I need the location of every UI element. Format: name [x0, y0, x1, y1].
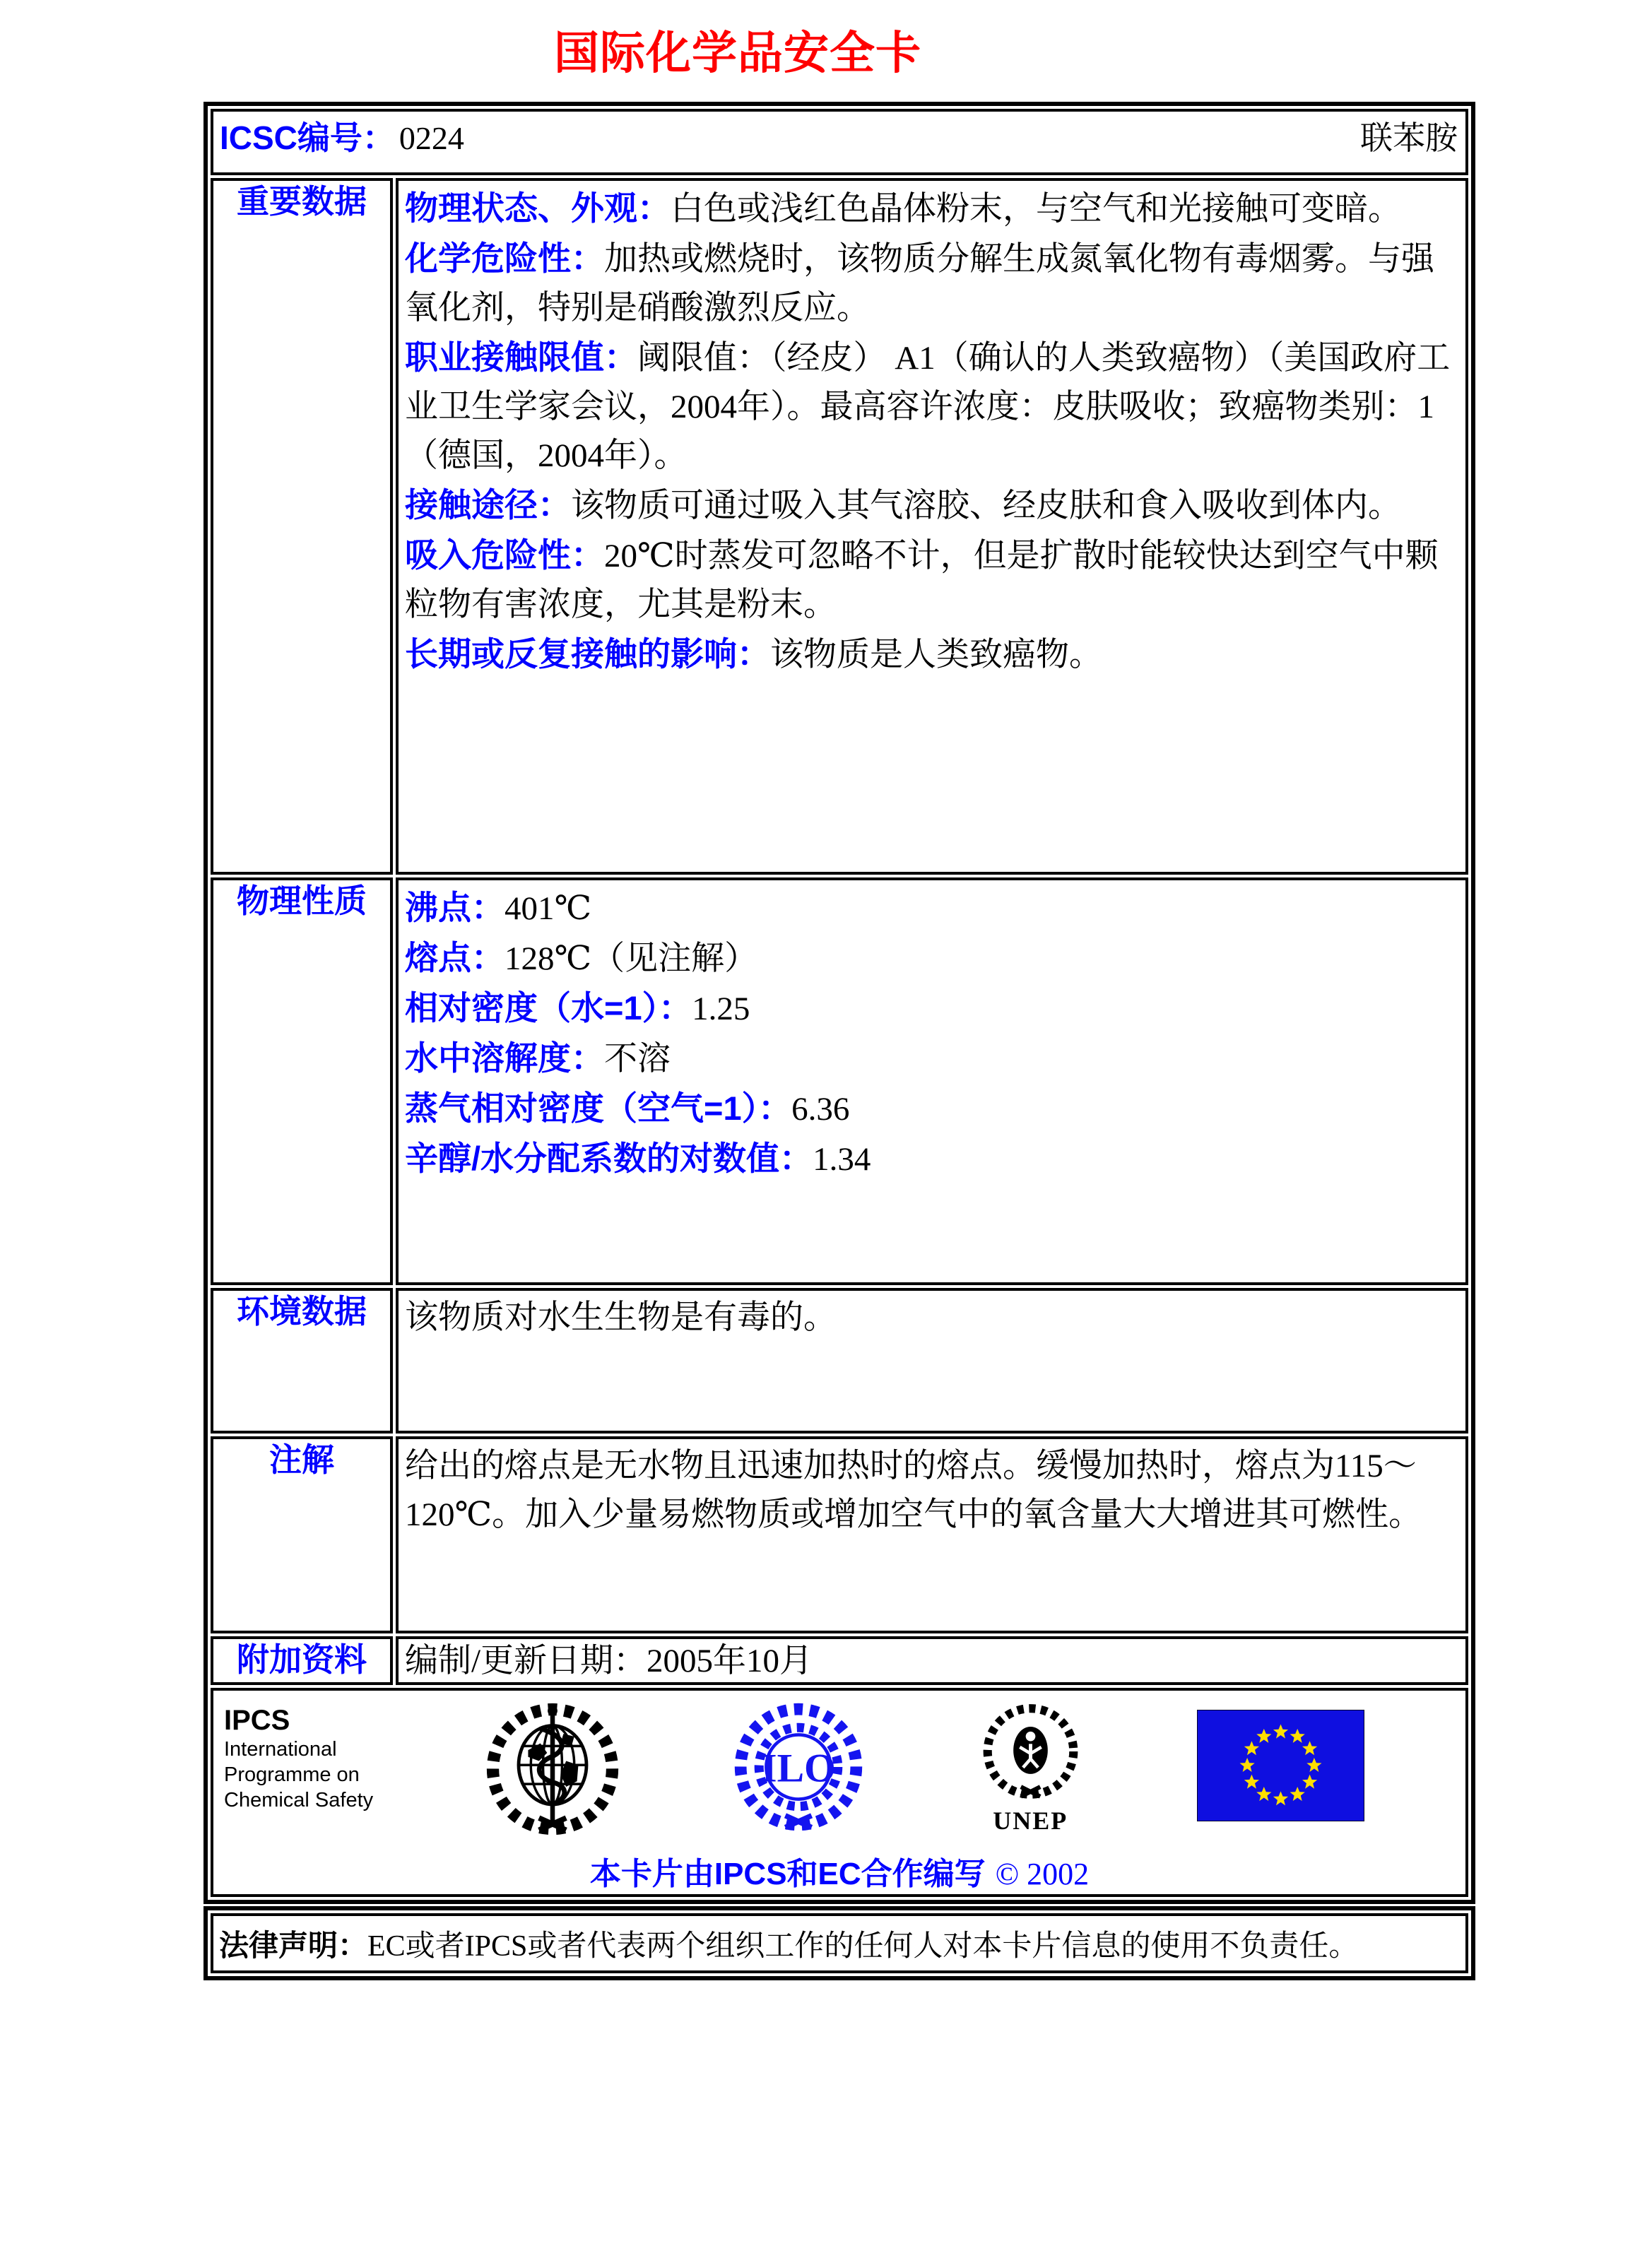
- icsc-number-group: [220, 112, 464, 159]
- section-label-important-data: 重要数据: [211, 178, 393, 875]
- field-label: 辛醇/水分配系数的对数值：: [405, 1140, 813, 1177]
- ipcs-line: Programme on: [224, 1763, 360, 1786]
- svg-text:ILO: ILO: [760, 1746, 836, 1791]
- field-value: 1.25: [692, 991, 750, 1027]
- ipcs-abbr: IPCS: [224, 1705, 290, 1736]
- legal-label: 法律声明：: [219, 1928, 368, 1962]
- legal-table: [208, 1910, 1471, 1976]
- field-label: 职业接触限值：: [405, 338, 637, 376]
- physical-item: [405, 1134, 1461, 1184]
- physical-item: [405, 1084, 1461, 1134]
- important-data-row: [211, 178, 1468, 875]
- logos-cell: [211, 1688, 1468, 1897]
- legal-row: [211, 1913, 1468, 1973]
- field-label: 水中溶解度：: [405, 1039, 604, 1077]
- section-label-notes: 注解: [211, 1436, 393, 1633]
- chemical-name: 联苯胺: [1360, 120, 1458, 156]
- ilo-logo-icon: [733, 1700, 864, 1834]
- who-logo-icon: [485, 1700, 620, 1838]
- field-label: 沸点：: [405, 889, 505, 926]
- field-label: 接触途径：: [405, 486, 571, 524]
- field-label: 化学危险性：: [405, 240, 604, 277]
- legal-text: EC或者IPCS或者代表两个组织工作的任何人对本卡片信息的使用不负责任。: [367, 1929, 1359, 1963]
- header-cell: [211, 109, 1468, 175]
- section-label-environmental-data: 环境数据: [211, 1288, 393, 1434]
- field-value: 401℃: [505, 890, 592, 927]
- field-label: 熔点：: [405, 939, 505, 976]
- caption-text: 本卡片由IPCS和EC合作编写: [589, 1857, 986, 1891]
- physical-item: [405, 1034, 1461, 1084]
- additional-info-row: [211, 1636, 1468, 1685]
- icsc-number-value: 0224: [399, 120, 464, 156]
- title-bar: [0, 0, 1475, 82]
- notes-content: [396, 1436, 1468, 1633]
- field-label: 吸入危险性：: [405, 536, 604, 574]
- icsc-table: [208, 106, 1471, 1900]
- unep-logo-icon: [976, 1700, 1085, 1834]
- field-label: 蒸气相对密度（空气=1）：: [405, 1089, 792, 1127]
- logos-row: [211, 1688, 1468, 1897]
- legal-notice-card: [203, 1906, 1475, 1980]
- physical-item: [405, 983, 1461, 1034]
- important-item: [405, 333, 1461, 480]
- copyright-text: © 2002: [995, 1857, 1090, 1891]
- field-value: 加热或燃烧时，该物质分解生成氮氧化物有毒烟雾。与强氧化剂，特别是硝酸激烈反应。: [405, 241, 1434, 326]
- physical-properties-row: [211, 877, 1468, 1285]
- notes-row: [211, 1436, 1468, 1633]
- notes-text: 给出的熔点是无水物且迅速加热时的熔点。缓慢加热时，熔点为115～120℃。加入少量易燃物质或增加空气中的氧含量大大增进其可燃性。: [405, 1448, 1422, 1533]
- field-value: 不溶: [604, 1041, 671, 1077]
- field-label: 物理状态、外观：: [405, 189, 671, 227]
- unep-wordmark: UNEP: [993, 1807, 1068, 1835]
- field-label: 长期或反复接触的影响：: [405, 635, 770, 673]
- environmental-data-content: [396, 1288, 1468, 1434]
- eu-flag-icon: [1197, 1710, 1364, 1821]
- page-title: 国际化学品安全卡: [554, 28, 921, 78]
- important-item: [405, 234, 1461, 333]
- ipcs-line: Chemical Safety: [224, 1789, 374, 1811]
- header-row: [211, 109, 1468, 175]
- field-label: 相对密度（水=1）：: [405, 989, 692, 1027]
- icsc-number-label: ICSC编号：: [220, 119, 395, 156]
- environmental-data-row: [211, 1288, 1468, 1434]
- ipcs-line: International: [224, 1738, 337, 1761]
- important-item: [405, 531, 1461, 629]
- legal-cell: [211, 1913, 1468, 1973]
- field-value: 该物质是人类致癌物。: [770, 637, 1102, 673]
- environmental-text: 该物质对水生生物是有毒的。: [405, 1299, 837, 1336]
- section-label-additional-info: 附加资料: [211, 1636, 393, 1685]
- field-value: 阈限值：（经皮） A1（确认的人类致癌物）（美国政府工业卫生学家会议，2004年）。最高容许浓度：皮肤吸收；致癌物类别：1（德国，2004年）。: [405, 340, 1451, 474]
- ipcs-text-block: [224, 1700, 373, 1813]
- field-value: 6.36: [791, 1091, 850, 1128]
- field-value: 20℃时蒸发可忽略不计，但是扩散时能较快达到空气中颗粒物有害浓度，尤其是粉末。: [405, 538, 1439, 623]
- section-label-physical-properties: 物理性质: [211, 877, 393, 1285]
- icsc-card: [203, 102, 1475, 1904]
- physical-properties-content: [396, 877, 1468, 1285]
- physical-item: [405, 933, 1461, 983]
- additional-info-content: 编制/更新日期：2005年10月: [396, 1636, 1468, 1685]
- important-item: [405, 184, 1461, 234]
- cooperation-caption: [214, 1848, 1465, 1893]
- field-value: 1.34: [813, 1141, 871, 1178]
- important-data-content: [396, 178, 1468, 875]
- field-value: 该物质可通过吸入其气溶胶、经皮肤和食入吸收到体内。: [571, 487, 1401, 524]
- physical-item: [405, 883, 1461, 933]
- field-value: 128℃（见注解）: [505, 940, 758, 977]
- field-value: 白色或浅红色晶体粉末，与空气和光接触可变暗。: [671, 191, 1401, 227]
- important-item: [405, 480, 1461, 531]
- important-item: [405, 629, 1461, 680]
